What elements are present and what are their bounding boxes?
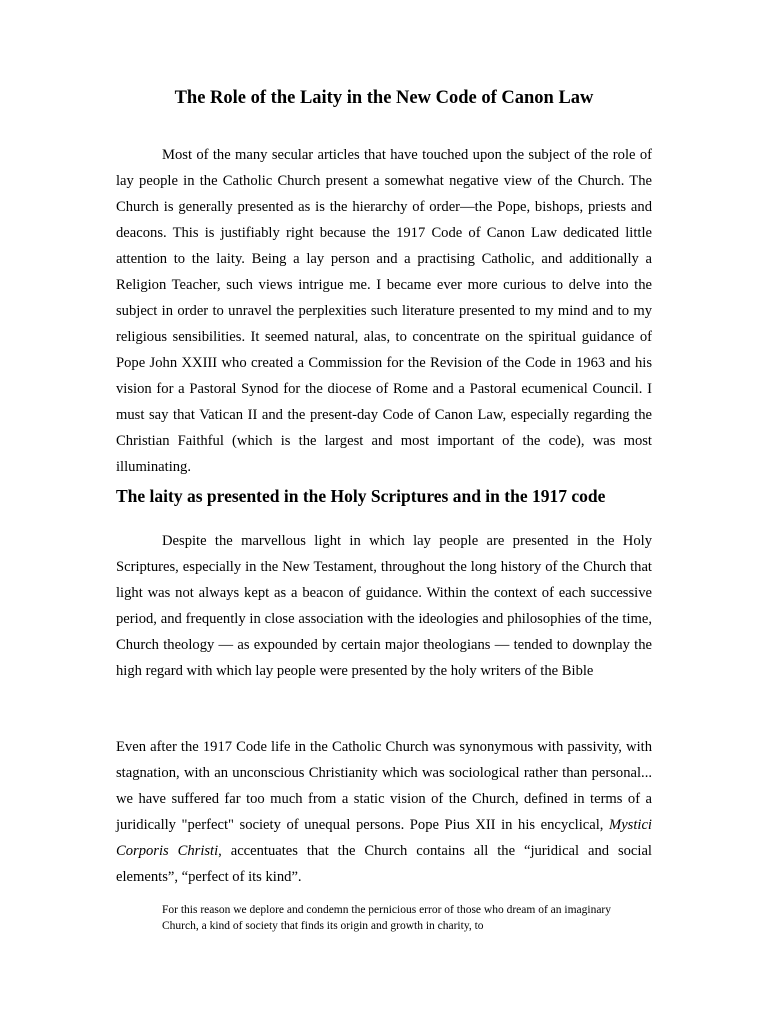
section-heading: The laity as presented in the Holy Scriptures and in the 1917 code — [116, 486, 606, 506]
intro-paragraph: Most of the many secular articles that have touched upon the subject of the role of lay people in the Catholic Church present a somewhat negative view of the Church. The Church is generally presented as is the hierarchy of order—the Pope, bishops, priests and deacons. This is justifiably right because the 1917 Code of Canon Law dedicated little attention to the laity. Being a lay person and a practising Catholic, and additionally a Religion Teacher, such views intrigue me. I became ever more curious to delve into the subject in order to unravel the perplexities such literature presented to my mind and to my religious sensibilities. It seemed natural, alas, to concentrate on the spiritual guidance of Pope John XXIII who created a Commission for the Revision of the Code in 1963 and his vision for a Pastoral Synod for the diocese of Rome and a Pastoral ecumenical Council. I must say that Vatican II and the present-day Code of Canon Law, especially regarding the Christian Faithful (which is the largest and most important of the code), was most illuminating. — [116, 147, 652, 475]
block-quote: For this reason we deplore and condemn the pernicious error of those who dream of an imaginary Church, a kind of society that finds its origin and growth in charity, to — [162, 904, 611, 932]
paragraph-text-part: Even after the 1917 Code life in the Catholic Church was synonymous with passivity, with stagnation, with an unconscious Christianity which was sociological rather than personal... we have suffered far too much from a static vision of the Church, defined in terms of a juridically "perfect" society of unequal persons. Pope Pius XII in his encyclical, — [116, 739, 652, 833]
document-title: The Role of the Laity in the New Code of Canon Law — [174, 88, 594, 108]
scriptures-paragraph: Despite the marvellous light in which lay people are presented in the Holy Scriptures, especially in the New Testament, throughout the long history of the Church that light was not always kept as a beacon of guidance. Within the context of each successive period, and frequently in close association with the ideologies and philosophies of the time, Church theology — as expounded by certain major theologians — tended to downplay the high regard with which lay people were presented by the holy writers of the Bible — [116, 533, 652, 679]
paragraph-text-part: , accentuates that the Church contains all the “juridical and social elements”, “perfect of its kind”. — [116, 843, 652, 885]
code-1917-paragraph — [116, 734, 652, 890]
encyclical-title: Mystici Corporis Christi — [116, 817, 652, 859]
